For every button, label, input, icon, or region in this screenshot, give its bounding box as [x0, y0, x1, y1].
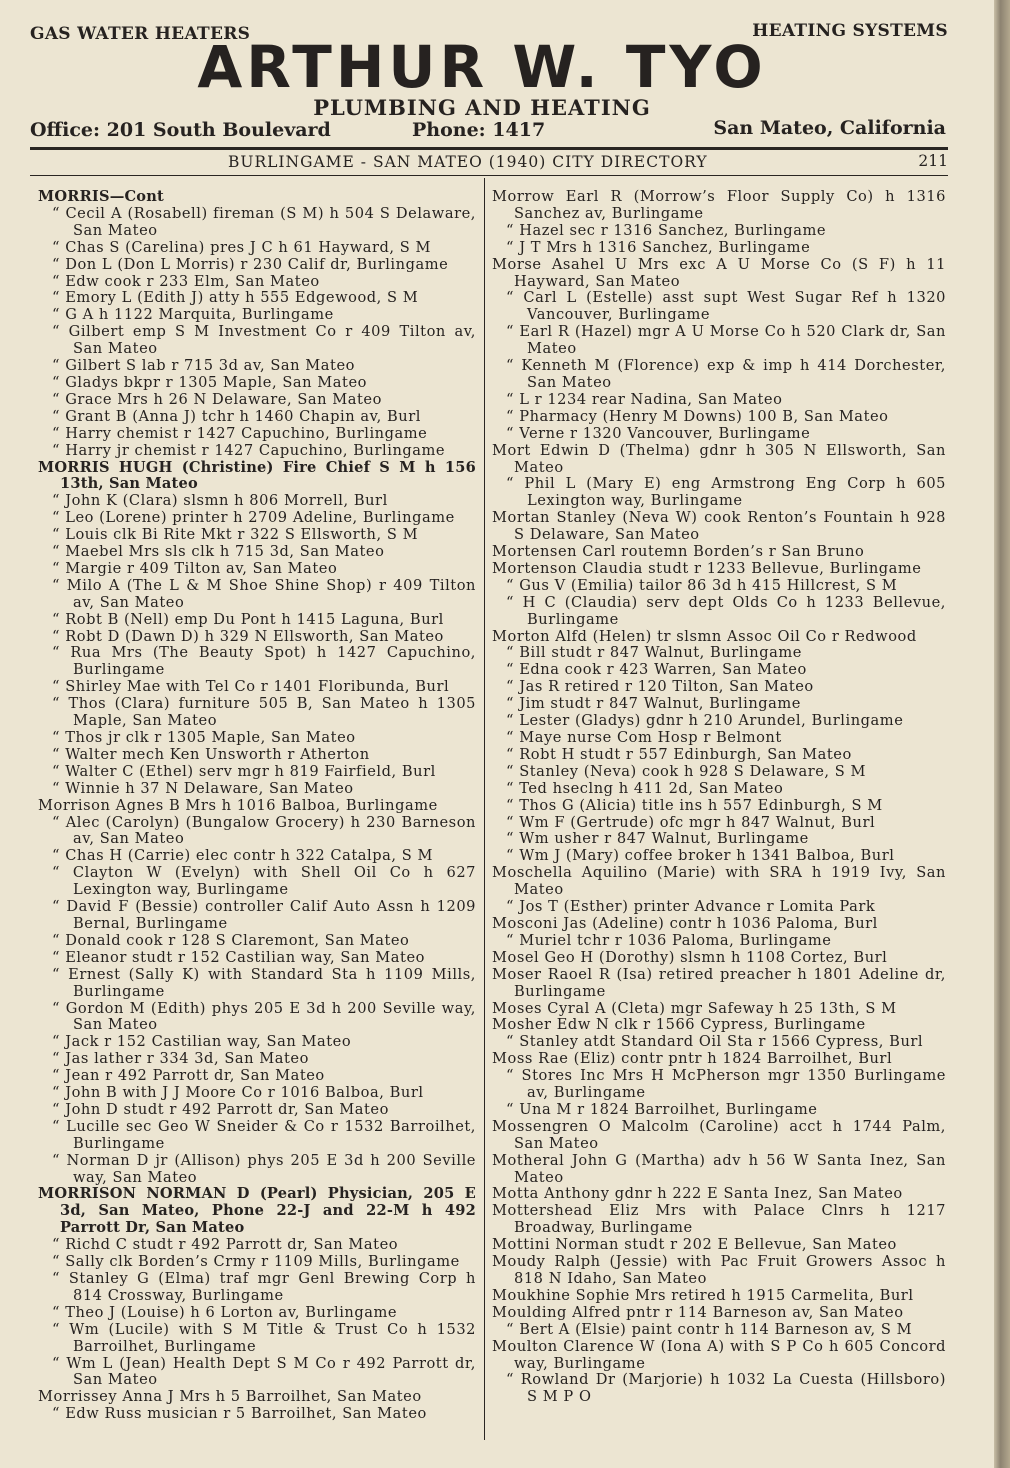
directory-entry: Morrison Agnes B Mrs h 1016 Balboa, Burlingame — [38, 796, 438, 814]
directory-entry: Mossengren O Malcolm (Caroline) acct h 1744 Palm, San Mateo — [492, 1117, 946, 1152]
directory-entry: “ Pharmacy (Henry M Downs) 100 B, San Mateo — [506, 407, 889, 425]
directory-entry: “ Lester (Gladys) gdnr h 210 Arundel, Burlingame — [506, 712, 904, 730]
directory-entry: “ Gilbert emp S M Investment Co r 409 Tilton av, San Mateo — [52, 323, 476, 358]
directory-entry: “ Robt B (Nell) emp Du Pont h 1415 Laguna, Burl — [52, 610, 444, 628]
running-header-title: BURLINGAME - SAN MATEO (1940) CITY DIRECTORY — [228, 153, 708, 171]
directory-entry: “ Jos T (Esther) printer Advance r Lomita Park — [506, 898, 876, 916]
directory-entry: “ L r 1234 rear Nadina, San Mateo — [506, 390, 783, 408]
directory-entry: “ Ted hseclng h 411 2d, San Mateo — [506, 779, 784, 797]
directory-entry: “ Gilbert S lab r 715 3d av, San Mateo — [52, 357, 355, 375]
directory-entry: “ Rowland Dr (Marjorie) h 1032 La Cuesta (Hillsboro) S M P O — [506, 1371, 946, 1406]
directory-entry: “ Bert A (Elsie) paint contr h 114 Barneson av, S M — [506, 1320, 913, 1338]
directory-entry: “ Muriel tchr r 1036 Paloma, Burlingame — [506, 931, 832, 949]
directory-entry: “ Richd C studt r 492 Parrott dr, San Mateo — [52, 1236, 399, 1254]
directory-entry: “ John D studt r 492 Parrott dr, San Mateo — [52, 1100, 389, 1118]
left-column — [38, 189, 476, 1423]
directory-entry: Moulding Alfred pntr r 114 Barneson av, San Mateo — [492, 1303, 904, 1321]
ad-phone: Phone: 1417 — [412, 119, 546, 141]
directory-entry: Morrow Earl R (Morrow’s Floor Supply Co) h 1316 Sanchez av, Burlingame — [492, 188, 946, 222]
directory-entry: “ Alec (Carolyn) (Bungalow Grocery) h 230 Barneson av, San Mateo — [52, 813, 476, 848]
directory-entry: Morse Asahel U Mrs exc A U Morse Co (S F) h 11 Hayward, San Mateo — [492, 255, 946, 290]
directory-entry: “ Wm J (Mary) coffee broker h 1341 Balboa, Burl — [506, 847, 895, 865]
directory-entry: “ Jack r 152 Castilian way, San Mateo — [52, 1033, 352, 1051]
directory-entry: “ Grace Mrs h 26 N Delaware, San Mateo — [52, 390, 382, 408]
column-divider — [484, 178, 485, 1440]
directory-entry: “ Stanley atdt Standard Oil Sta r 1566 Cypress, Burl — [506, 1033, 924, 1051]
ad-right-tag: HEATING SYSTEMS — [752, 21, 948, 41]
directory-entry: “ Emory L (Edith J) atty h 555 Edgewood, S M — [52, 289, 419, 307]
directory-entry: “ Wm usher r 847 Walnut, Burlingame — [506, 830, 809, 848]
directory-entry: Mottini Norman studt r 202 E Bellevue, San Mateo — [492, 1236, 897, 1254]
directory-entry: “ Carl L (Estelle) asst supt West Sugar Ref h 1320 Vancouver, Burlingame — [506, 289, 946, 324]
directory-entry: Moss Rae (Eliz) contr pntr h 1824 Barroilhet, Burl — [492, 1050, 893, 1068]
directory-entry: Mort Edwin D (Thelma) gdnr h 305 N Ellsworth, San Mateo — [492, 441, 946, 476]
ad-subtitle: PLUMBING AND HEATING — [313, 95, 651, 120]
directory-entry: Mortan Stanley (Neva W) cook Renton’s Fountain h 928 S Delaware, San Mateo — [492, 509, 946, 544]
header-rule-thin — [30, 175, 948, 176]
directory-entry: “ Una M r 1824 Barroilhet, Burlingame — [506, 1100, 818, 1118]
directory-entry: “ Margie r 409 Tilton av, San Mateo — [52, 559, 338, 577]
directory-entry: “ Hazel sec r 1316 Sanchez, Burlingame — [506, 221, 827, 239]
directory-entry: “ Jas R retired r 120 Tilton, San Mateo — [506, 678, 814, 696]
directory-entry: “ Gordon M (Edith) phys 205 E 3d h 200 Seville way, San Mateo — [52, 999, 476, 1034]
directory-entry: “ Don L (Don L Morris) r 230 Calif dr, Burlingame — [52, 255, 449, 273]
page-number: 211 — [918, 152, 948, 170]
ad-city: San Mateo, California — [713, 117, 946, 139]
directory-entry: Morrissey Anna J Mrs h 5 Barroilhet, San Mateo — [38, 1388, 422, 1406]
directory-entry: Moulton Clarence W (Iona A) with S P Co h 605 Concord way, Burlingame — [492, 1337, 946, 1372]
directory-entry: Mottershead Eliz Mrs with Palace Clnrs h 1217 Broadway, Burlingame — [492, 1202, 946, 1237]
directory-entry: “ Wm (Lucile) with S M Title & Trust Co h 1532 Barroilhet, Burlingame — [52, 1320, 476, 1355]
directory-entry: “ J T Mrs h 1316 Sanchez, Burlingame — [506, 238, 811, 256]
directory-entry: “ Ernest (Sally K) with Standard Sta h 1109 Mills, Burlingame — [52, 965, 476, 1000]
directory-entry: “ David F (Bessie) controller Calif Auto Assn h 1209 Bernal, Burlingame — [52, 898, 476, 932]
directory-entry: “ Sally clk Borden’s Crmy r 1109 Mills, Burlingame — [52, 1253, 460, 1271]
directory-entry: “ Verne r 1320 Vancouver, Burlingame — [506, 424, 811, 442]
directory-entry: “ Grant B (Anna J) tchr h 1460 Chapin av, Burl — [52, 407, 421, 425]
directory-entry: Motta Anthony gdnr h 222 E Santa Inez, San Mateo — [492, 1185, 903, 1203]
directory-entry: “ Gladys bkpr r 1305 Maple, San Mateo — [52, 373, 367, 391]
directory-entry: MORRIS—Cont — [38, 188, 164, 205]
directory-entry: Morton Alfd (Helen) tr slsmn Assoc Oil Co r Redwood — [492, 627, 917, 645]
directory-entry: Moudy Ralph (Jessie) with Pac Fruit Growers Assoc h 818 N Idaho, San Mateo — [492, 1253, 946, 1287]
directory-entry: “ Donald cook r 128 S Claremont, San Mateo — [52, 931, 410, 949]
directory-entry: “ Eleanor studt r 152 Castilian way, San Mateo — [52, 948, 425, 966]
directory-entry: “ Stanley (Neva) cook h 928 S Delaware, S M — [506, 762, 867, 780]
directory-entry: “ Maebel Mrs sls clk h 715 3d, San Mateo — [52, 543, 385, 561]
directory-entry: “ Edna cook r 423 Warren, San Mateo — [506, 661, 807, 679]
directory-entry: “ Louis clk Bi Rite Mkt r 322 S Ellsworth, S M — [52, 526, 419, 544]
right-column — [492, 189, 946, 1406]
directory-entry: “ G A h 1122 Marquita, Burlingame — [52, 306, 334, 324]
directory-entry: Mosher Edw N clk r 1566 Cypress, Burlingame — [492, 1016, 866, 1034]
directory-entry: MORRISON NORMAN D (Pearl) Physician, 205 E 3d, San Mateo, Phone 22-J and 22-M h 492 Parrott Dr, San Mateo — [38, 1185, 476, 1237]
directory-entry: “ Phil L (Mary E) eng Armstrong Eng Corp h 605 Lexington way, Burlingame — [506, 475, 946, 510]
header-rule-thick — [30, 147, 948, 150]
directory-entry: “ Jim studt r 847 Walnut, Burlingame — [506, 695, 801, 713]
directory-entry: “ Theo J (Louise) h 6 Lorton av, Burlingame — [52, 1303, 398, 1321]
directory-entry: “ Chas H (Carrie) elec contr h 322 Catalpa, S M — [52, 847, 433, 865]
directory-entry: Moser Raoel R (Isa) retired preacher h 1801 Adeline dr, Burlingame — [492, 965, 946, 1000]
directory-entry: “ Wm L (Jean) Health Dept S M Co r 492 Parrott dr, San Mateo — [52, 1354, 476, 1389]
directory-entry: Moschella Aquilino (Marie) with SRA h 1919 Ivy, San Mateo — [492, 864, 946, 899]
directory-entry: “ Stores Inc Mrs H McPherson mgr 1350 Burlingame av, Burlingame — [506, 1067, 946, 1102]
directory-entry: “ Stanley G (Elma) traf mgr Genl Brewing Corp h 814 Crossway, Burlingame — [52, 1270, 476, 1304]
directory-entry: “ Robt H studt r 557 Edinburgh, San Mateo — [506, 745, 852, 763]
directory-entry: “ Thos G (Alicia) title ins h 557 Edinburgh, S M — [506, 796, 883, 814]
directory-entry: MORRIS HUGH (Christine) Fire Chief S M h 156 13th, San Mateo — [38, 458, 476, 493]
directory-entry: Moukhine Sophie Mrs retired h 1915 Carmelita, Burl — [492, 1286, 914, 1304]
directory-entry: “ Thos (Clara) furniture 505 B, San Mateo h 1305 Maple, San Mateo — [52, 695, 476, 730]
directory-entry: “ Edw Russ musician r 5 Barroilhet, San Mateo — [52, 1405, 427, 1423]
ad-business-name: ARTHUR W. TYO — [197, 33, 767, 101]
directory-entry: “ John K (Clara) slsmn h 806 Morrell, Burl — [52, 492, 388, 510]
directory-entry: “ Rua Mrs (The Beauty Spot) h 1427 Capuchino, Burlingame — [52, 644, 476, 679]
directory-entry: Mortensen Carl routemn Borden’s r San Bruno — [492, 543, 865, 561]
directory-entry: “ Harry jr chemist r 1427 Capuchino, Burlingame — [52, 441, 446, 459]
directory-entry: Mortenson Claudia studt r 1233 Bellevue, Burlingame — [492, 559, 922, 577]
directory-entry: “ Chas S (Carelina) pres J C h 61 Hayward, S M — [52, 238, 432, 256]
directory-entry: “ Earl R (Hazel) mgr A U Morse Co h 520 Clark dr, San Mateo — [506, 323, 946, 358]
directory-entry: “ Leo (Lorene) printer h 2709 Adeline, Burlingame — [52, 509, 455, 527]
directory-entry: “ Winnie h 37 N Delaware, San Mateo — [52, 779, 354, 797]
page-edge — [994, 0, 1010, 1468]
directory-entry: “ Lucille sec Geo W Sneider & Co r 1532 Barroilhet, Burlingame — [52, 1117, 476, 1152]
ad-left-tag: GAS WATER HEATERS — [30, 24, 251, 44]
directory-entry: “ Wm F (Gertrude) ofc mgr h 847 Walnut, Burl — [506, 813, 876, 831]
directory-entry: “ Walter C (Ethel) serv mgr h 819 Fairfield, Burl — [52, 762, 436, 780]
directory-entry: “ Shirley Mae with Tel Co r 1401 Floribunda, Burl — [52, 678, 450, 696]
directory-entry: “ John B with J J Moore Co r 1016 Balboa, Burl — [52, 1084, 424, 1102]
ad-office-address: Office: 201 South Boulevard — [30, 119, 331, 141]
directory-entry: “ Harry chemist r 1427 Capuchino, Burlingame — [52, 424, 428, 442]
directory-entry: Motheral John G (Martha) adv h 56 W Santa Inez, San Mateo — [492, 1151, 946, 1186]
directory-entry: “ Milo A (The L & M Shoe Shine Shop) r 409 Tilton av, San Mateo — [52, 576, 476, 611]
directory-entry: “ Clayton W (Evelyn) with Shell Oil Co h 627 Lexington way, Burlingame — [52, 864, 476, 899]
directory-entry: “ Robt D (Dawn D) h 329 N Ellsworth, San Mateo — [52, 627, 444, 645]
directory-entry: Mosconi Jas (Adeline) contr h 1036 Paloma, Burl — [492, 914, 878, 932]
directory-entry: Mosel Geo H (Dorothy) slsmn h 1108 Cortez, Burl — [492, 948, 888, 966]
directory-entry: “ Cecil A (Rosabell) fireman (S M) h 504 S Delaware, San Mateo — [52, 204, 476, 239]
directory-entry: “ Norman D jr (Allison) phys 205 E 3d h 200 Seville way, San Mateo — [52, 1151, 476, 1186]
directory-entry: “ Bill studt r 847 Walnut, Burlingame — [506, 644, 802, 662]
directory-entry: Moses Cyral A (Cleta) mgr Safeway h 25 13th, S M — [492, 999, 897, 1017]
directory-entry: “ Jean r 492 Parrott dr, San Mateo — [52, 1067, 325, 1085]
directory-entry: “ H C (Claudia) serv dept Olds Co h 1233 Bellevue, Burlingame — [506, 593, 946, 628]
directory-entry: “ Jas lather r 334 3d, San Mateo — [52, 1050, 309, 1068]
directory-entry: “ Gus V (Emilia) tailor 86 3d h 415 Hillcrest, S M — [506, 576, 898, 594]
directory-entry: “ Edw cook r 233 Elm, San Mateo — [52, 272, 320, 290]
directory-entry: “ Thos jr clk r 1305 Maple, San Mateo — [52, 729, 356, 746]
directory-entry: “ Walter mech Ken Unsworth r Atherton — [52, 745, 370, 763]
directory-entry: “ Kenneth M (Florence) exp & imp h 414 Dorchester, San Mateo — [506, 357, 946, 391]
directory-entry: “ Maye nurse Com Hosp r Belmont — [506, 729, 782, 746]
